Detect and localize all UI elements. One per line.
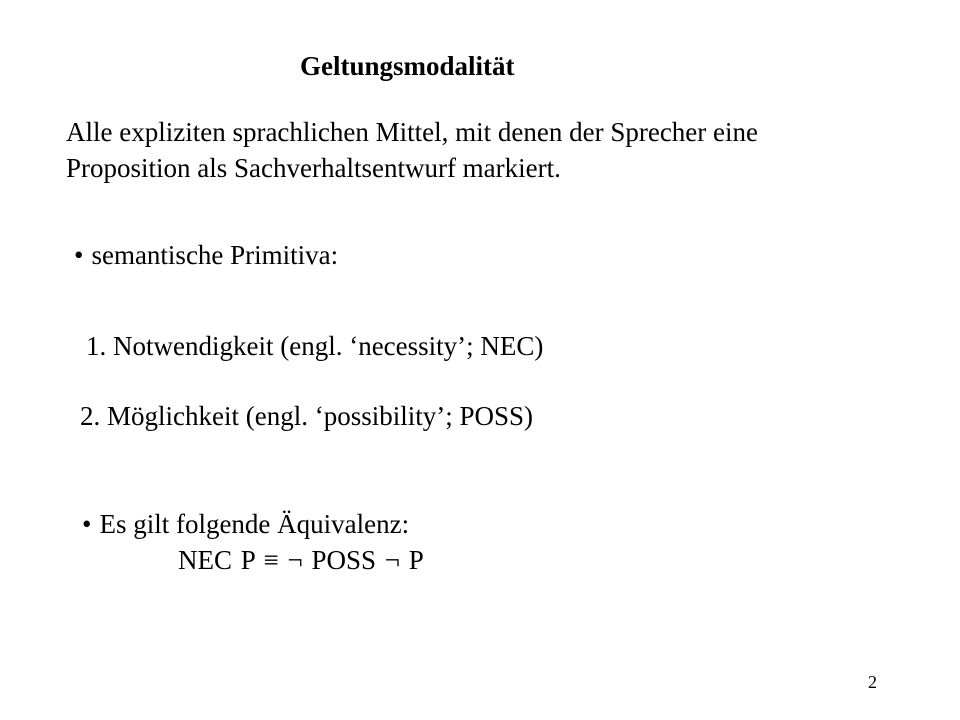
intro-paragraph — [66, 114, 926, 186]
list-item-necessity: 1. Notwendigkeit (engl. ‘necessity’; NEC) — [86, 331, 544, 361]
bullet-text: Es gilt folgende Äquivalenz: — [99, 509, 410, 539]
intro-line-1: Alle expliziten sprachlichen Mittel, mit denen der Sprecher eine — [66, 117, 758, 147]
bullet-semantic-primitives — [74, 239, 338, 271]
slide-title: Geltungsmodalität — [300, 51, 515, 81]
bullet-dot: • — [82, 509, 92, 539]
equivalence-formula: NEC P ≡ ¬ POSS ¬ P — [178, 545, 424, 575]
list-item-possibility: 2. Möglichkeit (engl. ‘possibility’; POSS) — [80, 401, 534, 431]
intro-line-2: Proposition als Sachverhaltsentwurf markiert. — [66, 153, 561, 183]
bullet-equivalence — [82, 508, 409, 540]
bullet-text: semantische Primitiva: — [91, 240, 339, 270]
page-number: 2 — [868, 672, 877, 692]
bullet-dot: • — [74, 240, 84, 270]
